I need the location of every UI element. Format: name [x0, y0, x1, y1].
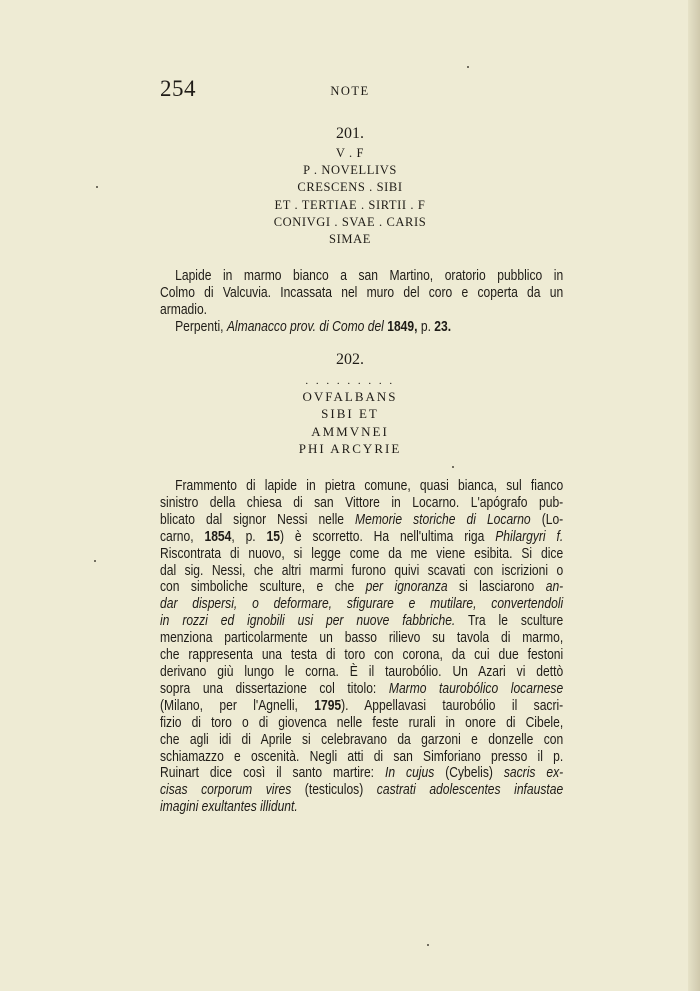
- text-run: Ruinart dice così il santo martire:: [160, 765, 385, 782]
- text-run: (Cybelis): [434, 765, 504, 782]
- inscription-line: OVFALBANS: [302, 389, 398, 404]
- text-line: [160, 613, 563, 630]
- reference-year: 1849,: [387, 318, 418, 335]
- text-line: [160, 765, 563, 782]
- text-run: ) è scorretto. Ha nell'ultima riga: [279, 528, 496, 545]
- text-run-italic: cisas corporum vires: [160, 782, 292, 799]
- inscription-gap-dots: . . . . . . . . .: [305, 375, 395, 387]
- inscription-line: V . F: [335, 146, 365, 160]
- text-run: sopra una dissertazione col titolo:: [160, 680, 389, 697]
- inscription-number: 201.: [336, 125, 364, 142]
- text-run-bold: 1795: [314, 697, 342, 714]
- paper-speck: [467, 66, 469, 68]
- inscription-line: CRESCENS . SIBI: [297, 180, 403, 195]
- paper-speck: [96, 186, 98, 188]
- text-run-bold: 15: [266, 528, 280, 545]
- text-run: ). Appellavasi taurobólio il sacri-: [341, 697, 564, 714]
- text-line: sinistro della chiesa di san Vittore in Locarno. L'apógrafo pub-: [160, 494, 564, 511]
- inscription-line: PHI ARCYRIE: [298, 441, 402, 457]
- paper-speck: [452, 466, 454, 468]
- text-run: carno,: [160, 528, 205, 545]
- text-run-italic: in rozzi ed ignobili usi per nuove fabbriche.: [160, 613, 456, 630]
- text-run-italic: Philargyri f.: [495, 528, 564, 545]
- paragraph-202: [160, 478, 564, 816]
- text-line: armadio.: [160, 301, 208, 318]
- paper-speck: [94, 560, 96, 562]
- text-line: Frammento di lapide in pietra comune, quasi bianca, sul fianco: [175, 478, 564, 494]
- text-line: dal sig. Nessi, che altri marmi furono quivi scavati con iscrizioni o: [160, 562, 564, 579]
- text-run-italic: Memorie storiche di Locarno: [355, 511, 531, 528]
- inscription-line: CONIVGI . SVAE . CARIS: [273, 214, 427, 229]
- page-header: [0, 76, 700, 106]
- text-line: fizio di toro o di giovenca nelle feste rurali in onore di Cibele,: [160, 714, 564, 731]
- text-line: schiamazzo e oscenità. Negli atti di san Simforiano presso il p.: [160, 748, 564, 765]
- text-run-italic: per ignoranza: [365, 579, 448, 596]
- paragraph-201: [160, 268, 564, 336]
- reference-page: 23.: [434, 318, 452, 335]
- text-line: [160, 698, 563, 715]
- inscription-line: AMMVNEI: [311, 423, 389, 439]
- text-run: Tra le sculture: [455, 613, 564, 630]
- inscription-line: ET . TERTIAE . SIRTII . F: [274, 197, 426, 212]
- reference-page-label: p.: [420, 318, 431, 335]
- text-line: Lapide in marmo bianco a san Martino, oratorio pubblico in: [175, 268, 564, 284]
- text-line: [160, 681, 563, 698]
- inscription-201: [0, 124, 700, 248]
- text-run: con simboliche sculture, e che: [160, 579, 366, 596]
- text-line: che agli idi di Aprile si celebravano da garzoni e donzelle con: [160, 731, 564, 748]
- text-run: (Lo-: [530, 511, 564, 528]
- text-run-italic: an-: [545, 579, 564, 596]
- reference-title: Almanacco prov. di Como del: [226, 318, 384, 335]
- text-run: (testiculos): [291, 782, 377, 799]
- text-line: imagini exultantes illidunt.: [160, 799, 298, 816]
- text-line: dar dispersi, o deformare, sfigurare e mutilare, convertendoli: [160, 596, 564, 613]
- text-run-italic: In cujus: [384, 765, 435, 782]
- inscription-line: P . NOVELLIVS: [303, 163, 397, 178]
- text-line: [160, 579, 563, 596]
- text-line: Riscontrata di nuovo, si legge come da me viene esibita. Si dice: [160, 545, 564, 562]
- text-run-italic: castrati adolescentes infaustae: [376, 782, 564, 799]
- running-head: NOTE: [330, 84, 370, 98]
- reference-author: Perpenti,: [175, 318, 224, 335]
- text-line: Colmo di Valcuvia. Incassata nel muro del coro e coperta da un: [160, 284, 564, 301]
- text-run-italic: Marmo taurobólico locarnese: [388, 680, 564, 697]
- page-number: 254: [160, 76, 196, 101]
- inscription-line: SIBI ET: [321, 406, 379, 422]
- text-run: , p.: [231, 528, 267, 545]
- inscription-line: SIMAE: [329, 232, 371, 247]
- text-line: [160, 529, 563, 546]
- text-line: derivano giù lungo le corna. È il taurobólio. Un Azari vi dettò: [160, 663, 564, 680]
- reference-line: [160, 319, 563, 336]
- text-run-italic: sacris ex-: [503, 765, 564, 782]
- text-run: (Milano, per l'Agnelli,: [160, 697, 315, 714]
- text-line: che rappresenta una testa di toro con corona, da cui due festoni: [160, 647, 564, 664]
- inscription-number: 202.: [336, 351, 364, 368]
- text-run-bold: 1854: [204, 528, 232, 545]
- text-run: blicato dal signor Nessi nelle: [160, 511, 356, 528]
- text-line: [160, 512, 563, 529]
- text-line: [160, 782, 563, 799]
- text-line: menziona particolarmente un basso rilievo su tavola di marmo,: [160, 630, 564, 647]
- inscription-202: [0, 350, 700, 458]
- paper-speck: [427, 944, 429, 946]
- text-run: si lasciarono: [447, 579, 546, 596]
